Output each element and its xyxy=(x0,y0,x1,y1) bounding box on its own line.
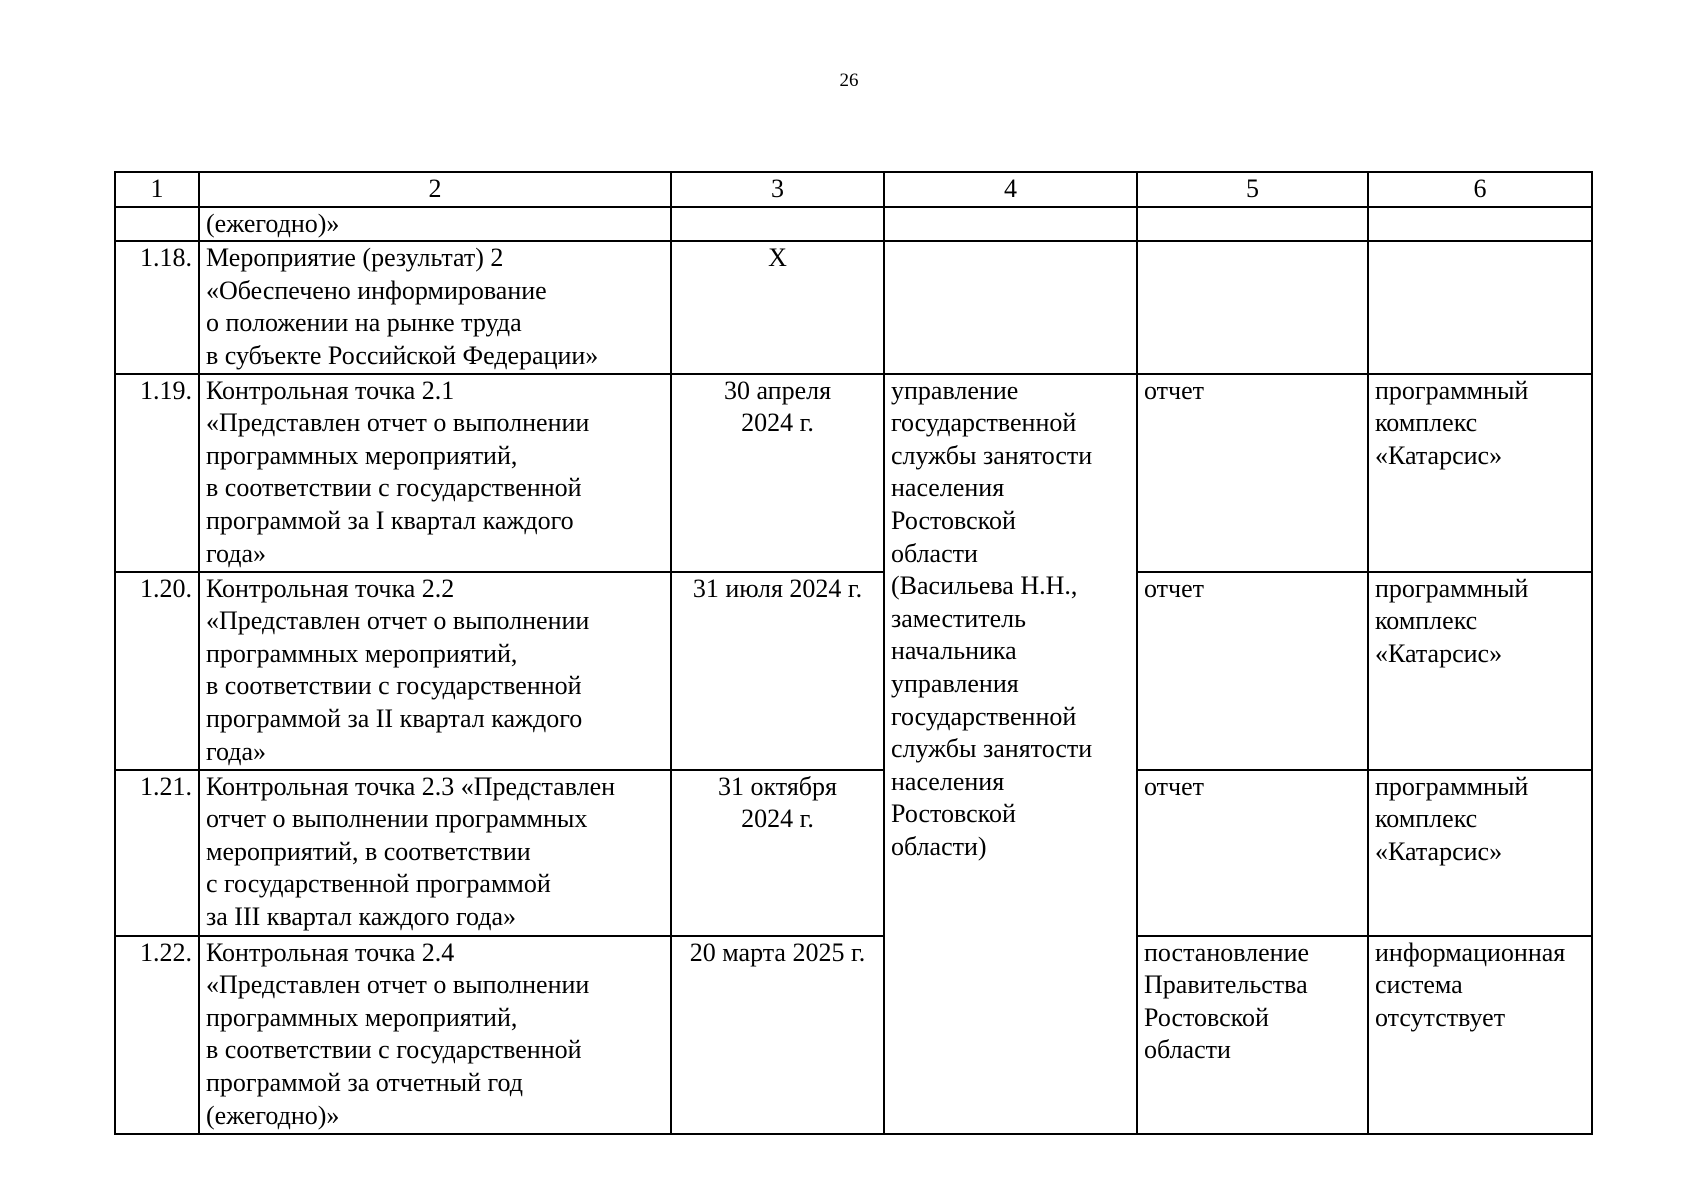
deadline-cell xyxy=(671,207,884,242)
row-number: 1.21. xyxy=(115,770,199,936)
cell-line: с государственной программой xyxy=(206,869,551,899)
cell-line: в субъекте Российской Федерации» xyxy=(206,340,599,370)
cell-line: «Катарсис» xyxy=(1375,836,1503,866)
cell-line: отчет xyxy=(1144,375,1204,405)
table-row xyxy=(115,770,1592,936)
cell-line: о положении на рынке труда xyxy=(206,308,522,338)
cell-line: «Представлен отчет о выполнении xyxy=(206,970,590,1000)
cell-line: «Представлен отчет о выполнении xyxy=(206,606,590,636)
cell-line: населения xyxy=(891,766,1005,796)
report-type-cell xyxy=(1137,572,1368,770)
event-name-cell xyxy=(199,936,671,1134)
cell-line: Контрольная точка 2.1 xyxy=(206,375,455,405)
row-number: 1.20. xyxy=(115,572,199,770)
event-name-cell xyxy=(199,374,671,572)
cell-line: Мероприятие (результат) 2 xyxy=(206,243,504,273)
deadline-cell xyxy=(671,374,884,572)
cell-line: «Катарсис» xyxy=(1375,440,1503,470)
cell-line: (Васильева Н.Н., xyxy=(891,571,1078,601)
column-number: 5 xyxy=(1137,172,1368,207)
responsible-cell xyxy=(884,207,1137,242)
table-row xyxy=(115,936,1592,1134)
report-type-cell xyxy=(1137,936,1368,1134)
cell-line: управления xyxy=(891,668,1019,698)
cell-line: отчет о выполнении программных xyxy=(206,804,588,834)
cell-line: (ежегодно)» xyxy=(206,1100,340,1130)
cell-line: службы занятости xyxy=(891,440,1093,470)
deadline-cell xyxy=(671,572,884,770)
cell-line: области xyxy=(891,538,978,568)
cell-line: населения xyxy=(891,473,1005,503)
report-type-cell xyxy=(1137,207,1368,242)
cell-line: Контрольная точка 2.2 xyxy=(206,573,455,603)
table-row xyxy=(115,241,1592,373)
cell-line: мероприятий, в соответствии xyxy=(206,836,531,866)
info-system-cell xyxy=(1368,770,1592,936)
cell-line: Контрольная точка 2.3 «Представлен xyxy=(206,771,616,801)
cell-line: Правительства xyxy=(1144,970,1308,1000)
cell-line: «Обеспечено информирование xyxy=(206,275,547,305)
info-system-cell xyxy=(1368,241,1592,373)
cell-line: программных мероприятий, xyxy=(206,1002,518,1032)
cell-line: программой за отчетный год xyxy=(206,1067,524,1097)
table-row xyxy=(115,572,1592,770)
cell-line: 2024 г. xyxy=(741,408,814,438)
report-type-cell xyxy=(1137,241,1368,373)
cell-line: программой за I квартал каждого xyxy=(206,505,574,535)
cell-line: «Представлен отчет о выполнении xyxy=(206,408,590,438)
row-number: 1.19. xyxy=(115,374,199,572)
cell-line: государственной xyxy=(891,408,1077,438)
responsible-cell xyxy=(884,241,1137,373)
column-number: 6 xyxy=(1368,172,1592,207)
event-name-cell xyxy=(199,770,671,936)
cell-line: информационная xyxy=(1375,937,1566,967)
column-number: 4 xyxy=(884,172,1137,207)
responsible-executor-cell xyxy=(884,374,1137,1134)
column-number: 3 xyxy=(671,172,884,207)
cell-line: года» xyxy=(206,538,267,568)
report-type-cell xyxy=(1137,374,1368,572)
cell-line: программных мероприятий, xyxy=(206,638,518,668)
cell-line: комплекс xyxy=(1375,408,1478,438)
row-number: 1.22. xyxy=(115,936,199,1134)
cell-line: Ростовской xyxy=(1144,1002,1269,1032)
event-name-cell xyxy=(199,241,671,373)
event-name-cell xyxy=(199,572,671,770)
cell-line: 31 октября xyxy=(718,771,837,801)
row-number: 1.18. xyxy=(115,241,199,373)
cell-line: Ростовской xyxy=(891,505,1016,535)
event-name-cell xyxy=(199,207,671,242)
page-number: 26 xyxy=(839,70,859,91)
cell-line: Контрольная точка 2.4 xyxy=(206,937,455,967)
cell-line: области) xyxy=(891,831,987,861)
cell-line: заместитель xyxy=(891,603,1027,633)
cell-line: в соответствии с государственной xyxy=(206,671,582,701)
table-row xyxy=(115,207,1592,242)
report-type-cell xyxy=(1137,770,1368,936)
cell-line: начальника xyxy=(891,636,1017,666)
cell-line: программой за II квартал каждого xyxy=(206,703,583,733)
cell-line: 20 марта 2025 г. xyxy=(689,937,866,967)
column-number: 2 xyxy=(199,172,671,207)
cell-line: области xyxy=(1144,1035,1231,1065)
info-system-cell xyxy=(1368,572,1592,770)
cell-line: отсутствует xyxy=(1375,1002,1506,1032)
cell-line: программных мероприятий, xyxy=(206,440,518,470)
cell-line: программный xyxy=(1375,573,1529,603)
cell-line: X xyxy=(768,243,787,273)
info-system-cell xyxy=(1368,936,1592,1134)
column-number-row xyxy=(115,172,1592,207)
cell-line: отчет xyxy=(1144,573,1204,603)
deadline-cell xyxy=(671,770,884,936)
cell-line: года» xyxy=(206,736,267,766)
cell-line: отчет xyxy=(1144,771,1204,801)
cell-line: комплекс xyxy=(1375,606,1478,636)
cell-line: за III квартал каждого года» xyxy=(206,901,516,931)
cell-line: в соответствии с государственной xyxy=(206,473,582,503)
info-system-cell xyxy=(1368,207,1592,242)
cell-line: система xyxy=(1375,970,1463,1000)
cell-line: 31 июля 2024 г. xyxy=(692,573,863,603)
info-system-cell xyxy=(1368,374,1592,572)
cell-line: службы занятости xyxy=(891,734,1093,764)
cell-line: программный xyxy=(1375,375,1529,405)
table-row xyxy=(115,374,1592,572)
column-number: 1 xyxy=(115,172,199,207)
cell-line: Ростовской xyxy=(891,799,1016,829)
cell-line: 30 апреля xyxy=(723,375,832,405)
deadline-cell xyxy=(671,936,884,1134)
control-points-table xyxy=(114,171,1593,1135)
cell-line: (ежегодно)» xyxy=(206,208,340,238)
cell-line: «Катарсис» xyxy=(1375,638,1503,668)
row-number xyxy=(115,207,199,242)
deadline-cell xyxy=(671,241,884,373)
cell-line: комплекс xyxy=(1375,804,1478,834)
cell-line: управление xyxy=(891,375,1019,405)
cell-line: программный xyxy=(1375,771,1529,801)
cell-line: государственной xyxy=(891,701,1077,731)
cell-line: 2024 г. xyxy=(741,804,814,834)
cell-line: в соответствии с государственной xyxy=(206,1035,582,1065)
cell-line: постановление xyxy=(1144,937,1310,967)
